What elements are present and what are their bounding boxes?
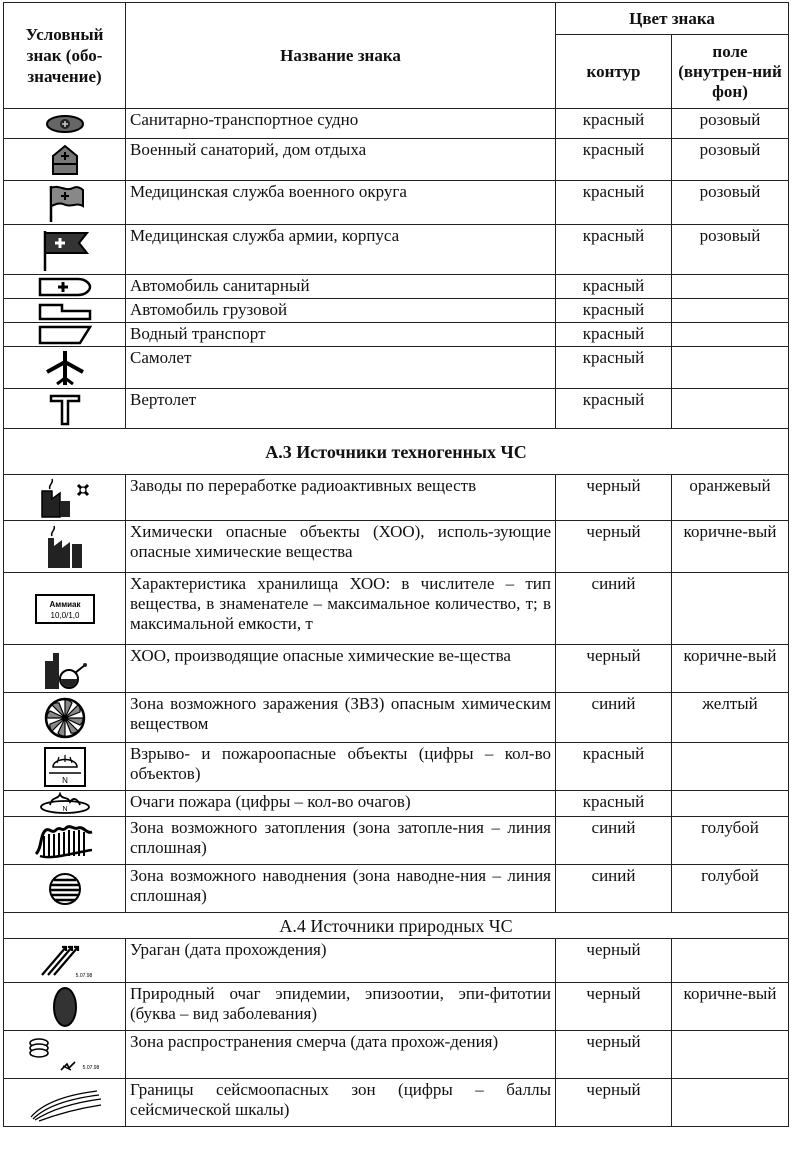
helicopter-icon [4,389,126,429]
row-name: Военный санаторий, дом отдыха [126,139,556,181]
row-field: коричне-вый [672,645,789,693]
seismic-zone-icon [4,1079,126,1127]
section-title-a4: А.4 Источники природных ЧС [4,913,789,939]
row-name: Природный очаг эпидемии, эпизоотии, эпи-фитотии (буква – вид заболевания) [126,983,556,1031]
row-contour: черный [556,521,672,573]
row-name: Характеристика хранилища ХОО: в числителе – тип вещества, в знаменателе – максимальное количество, т; в максимальной емкости, т [126,573,556,645]
hurricane-icon [4,939,126,983]
tornado-date-label: 5.07.98 [82,1064,99,1071]
row-field [672,743,789,791]
row-name: Ураган (дата прохождения) [126,939,556,983]
row-name: Зона распространения смерча (дата прохож-дения) [126,1031,556,1079]
row-field: коричне-вый [672,983,789,1031]
chemical-producer-icon [4,645,126,693]
epidemic-focus-icon [4,983,126,1031]
tornado-zone-icon [4,1031,126,1079]
row-contour: черный [556,1079,672,1127]
row-contour: черный [556,939,672,983]
row-field: розовый [672,109,789,139]
row-field: желтый [672,693,789,743]
row-field [672,939,789,983]
row-field: голубой [672,817,789,865]
water-transport-icon [4,323,126,347]
row-contour: синий [556,865,672,913]
row-contour: красный [556,323,672,347]
row-name: Зона возможного затопления (зона затопле-ния – линия сплошная) [126,817,556,865]
storage-amount-label: 10,0/1,0 [50,610,79,620]
hospital-ship-icon [4,109,126,139]
row-contour: синий [556,817,672,865]
district-medical-flag-icon [4,181,126,225]
chemical-storage-icon [4,573,126,645]
cargo-truck-icon [4,299,126,323]
row-field [672,275,789,299]
row-contour: черный [556,645,672,693]
explosion-count-label: N [61,775,68,785]
header-color: Цвет знака [556,3,789,35]
header-contour: контур [556,35,672,109]
row-name: Водный транспорт [126,323,556,347]
row-contour: красный [556,743,672,791]
symbol-table-page [3,2,793,1127]
symbol-table [3,2,789,1127]
row-field [672,389,789,429]
row-contour: красный [556,139,672,181]
row-field: розовый [672,225,789,275]
row-contour: красный [556,389,672,429]
row-name: Заводы по переработке радиоактивных веществ [126,475,556,521]
row-field: оранжевый [672,475,789,521]
explosion-hazard-icon [4,743,126,791]
row-name: Санитарно-транспортное судно [126,109,556,139]
fire-source-icon [4,791,126,817]
row-field [672,299,789,323]
row-name: ХОО, производящие опасные химические ве-щества [126,645,556,693]
flood-zone-icon [4,865,126,913]
row-contour: красный [556,299,672,323]
row-name: Химически опасные объекты (ХОО), исполь-зующие опасные химические вещества [126,521,556,573]
ambulance-icon [4,275,126,299]
row-field [672,347,789,389]
row-field: розовый [672,181,789,225]
row-contour: синий [556,573,672,645]
header-symbol: Условный знак (обо-значение) [4,3,126,109]
row-name: Взрыво- и пожароопасные объекты (цифры – кол-во объектов) [126,743,556,791]
header-field: поле (внутрен-ний фон) [672,35,789,109]
row-field [672,791,789,817]
inundation-zone-icon [4,817,126,865]
row-name: Самолет [126,347,556,389]
row-field [672,573,789,645]
row-name: Медицинская служба армии, корпуса [126,225,556,275]
row-field [672,1079,789,1127]
military-sanatorium-icon [4,139,126,181]
row-name: Медицинская служба военного округа [126,181,556,225]
row-field [672,323,789,347]
radioactive-plant-icon [4,475,126,521]
row-name: Вертолет [126,389,556,429]
row-name: Автомобиль санитарный [126,275,556,299]
row-contour: красный [556,181,672,225]
row-contour: черный [556,983,672,1031]
row-field: голубой [672,865,789,913]
row-name: Границы сейсмоопасных зон (цифры – баллы сейсмической шкалы) [126,1079,556,1127]
storage-substance-label: Аммиак [49,599,80,609]
army-medical-flag-icon [4,225,126,275]
row-contour: красный [556,791,672,817]
row-contour: красный [556,347,672,389]
row-field: розовый [672,139,789,181]
row-field: коричне-вый [672,521,789,573]
chemical-plant-icon [4,521,126,573]
row-contour: черный [556,475,672,521]
row-contour: красный [556,275,672,299]
row-contour: красный [556,225,672,275]
row-contour: красный [556,109,672,139]
hurricane-date-label: 5.07.98 [75,972,92,979]
contamination-zone-icon [4,693,126,743]
section-title-a3: А.3 Источники техногенных ЧС [4,429,789,475]
row-name: Зона возможного наводнения (зона наводне-ния – линия сплошная) [126,865,556,913]
row-name: Очаги пожара (цифры – кол-во очагов) [126,791,556,817]
fire-count-label: N [61,805,68,813]
row-contour: черный [556,1031,672,1079]
row-field [672,1031,789,1079]
row-name: Зона возможного заражения (ЗВЗ) опасным химическим веществом [126,693,556,743]
header-name: Название знака [126,3,556,109]
airplane-icon [4,347,126,389]
row-name: Автомобиль грузовой [126,299,556,323]
row-contour: синий [556,693,672,743]
